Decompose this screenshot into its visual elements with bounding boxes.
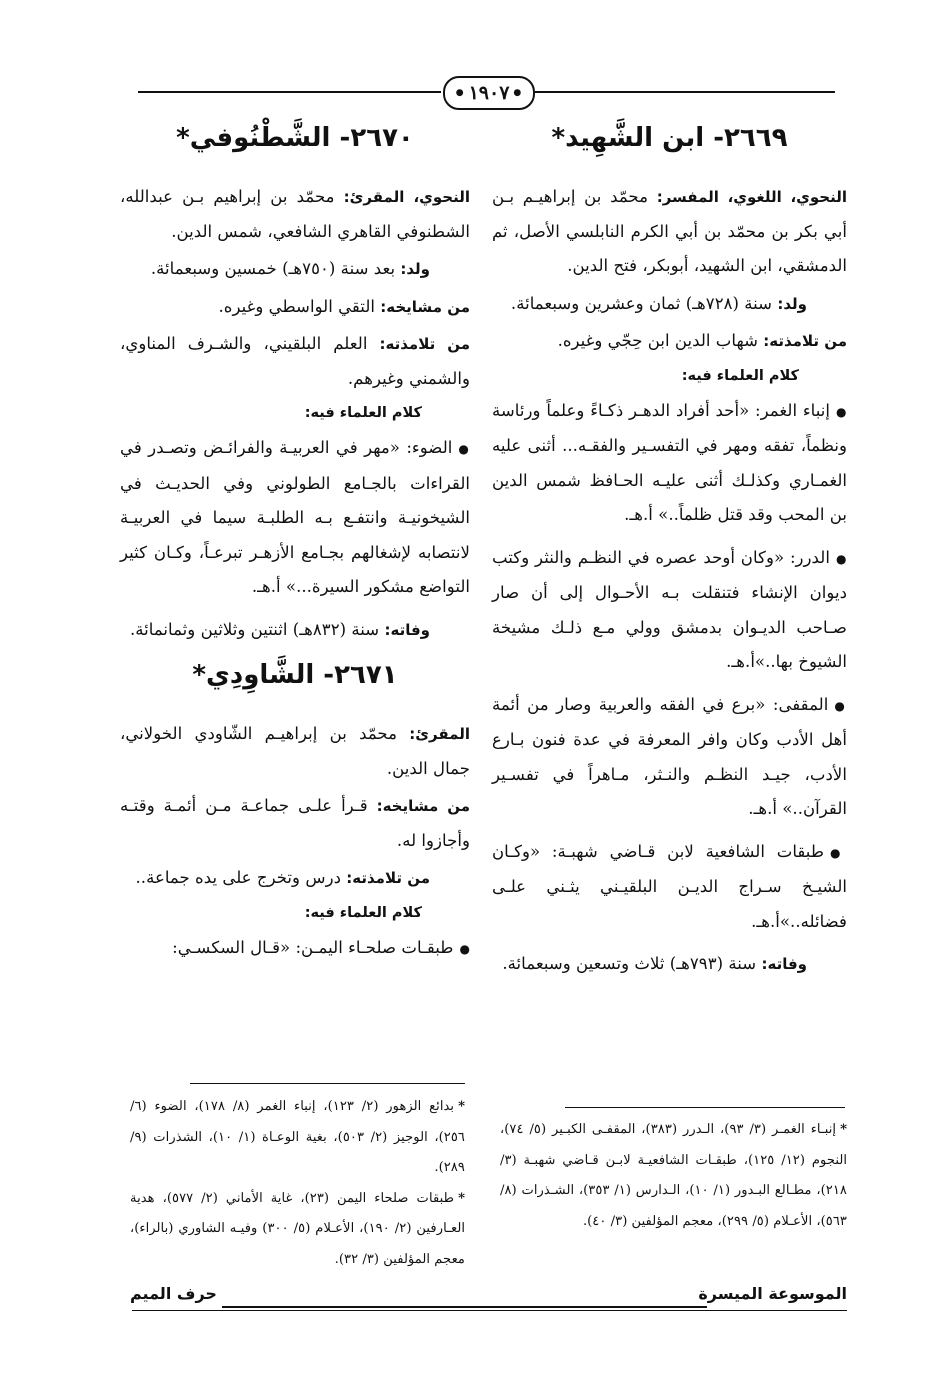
asterisk-icon: *: [458, 1099, 465, 1114]
asterisk-icon: *: [840, 1122, 847, 1137]
death-line: [120, 613, 470, 648]
label: النحوي، المقرئ:: [343, 188, 470, 206]
label: من تلامذته:: [763, 332, 847, 350]
entry-intro: [120, 180, 470, 249]
text: المقفى: «برع في الفقه والعربية وصار من أئمة أهل الأدب وكان وافر المعرفة في عدة فنون بـارع الأدب، جيـد النظـم والنـثر، مـاهراً في تفسـير القرآن..» أ.هـ.: [492, 694, 847, 818]
label: وفاته:: [761, 955, 807, 973]
footer-section: حرف الميم: [130, 1284, 217, 1303]
asterisk-icon: *: [458, 1190, 466, 1206]
entry-intro: [120, 717, 470, 786]
dot-icon: ●: [513, 88, 523, 98]
label: من تلامذته:: [379, 335, 470, 353]
text: سنة (٧٩٣هـ) ثلاث وتسعين وسبعمائة.: [502, 954, 762, 973]
footer-rule: [222, 1306, 707, 1308]
footer-book-title: الموسوعة الميسرة: [698, 1284, 847, 1303]
page-footer: [130, 1284, 847, 1314]
scholars-heading: كلام العلماء فيه:: [304, 405, 422, 421]
header-rule-left: [138, 91, 441, 93]
header-rule-right: [535, 91, 835, 93]
scholars-heading: كلام العلماء فيه:: [304, 904, 422, 921]
bullet-icon: ●: [835, 404, 847, 419]
text: الدرر: «وكان أوحد عصره في النظـم والنثر وكتب ديوان الإنشاء فتنقلت بـه الأحـوال إلى أن صار صـاحب الديـوان بدمشق وولي مـع ذلـك مشيخة الشيوخ بها..»أ.هـ.: [492, 547, 847, 671]
text: التقي الواسطي وغيره.: [218, 296, 381, 316]
quote-bullet: [492, 688, 847, 827]
teachers-line: [120, 789, 470, 858]
label: المقرئ:: [409, 725, 470, 743]
text: إنباء الغمر: «أحد أفراد الدهـر ذكـاءً وعلماً ورئاسة ونظماً، تفقه ومهر في التفسـير والفقـه... أثنى عليه الغمـاري وكذلـك أثنى عليـه الحـافظ شمس الدين بن المحب وقد قتل ظلماً..» أ.هـ.: [492, 400, 847, 524]
text: محمّد بن إبراهيـم الشّاودي الخولاني، جمال الدين.: [120, 724, 470, 778]
footnote: [130, 1092, 465, 1184]
text: محمّد بن إبراهيم بـن عبدالله، الشطنوفي القاهري الشافعي، شمس الدين.: [120, 187, 470, 241]
text: محمّد بن إبراهيـم بـن أبي بكر بن محمّد بن أبي الكرم النابلسي الأصل، ثم الدمشقي، ابن الشهيد، أبوبكر، فتح الدين.: [492, 187, 847, 275]
label: ولد:: [400, 260, 430, 278]
birth-line: [492, 287, 847, 322]
footnote: [500, 1115, 847, 1237]
text: بعد سنة (٧٥٠هـ) خمسين وسبعمائة.: [150, 259, 401, 278]
footnote-rule-right: [565, 1107, 845, 1108]
text: سنة (٨٣٢هـ) اثنتين وثلاثين وثمانمائة.: [129, 619, 385, 639]
text: درس وتخرج على يده جماعة..: [135, 868, 347, 887]
quote-bullet: [492, 394, 847, 533]
footer-underline: [132, 1310, 847, 1311]
text: طبقات صلحاء اليمن (٢٣)، غاية الأماني (٢/ ٥٧٧)، هدية العـارفين (٢/ ١٩٠)، الأعـلام (٥/ ٣٠٠) وفيـه الشاوري (بالراء)، معجم المؤلفين (٣/ ٣٢).: [130, 1190, 466, 1267]
birth-line: [120, 252, 470, 287]
footnotes-left: [130, 1092, 465, 1275]
entry-title-2671: ٢٦٧١- الشَّاوِدِي*: [192, 660, 398, 690]
bullet-icon: ●: [458, 442, 470, 456]
text: قـرأ علـى جماعـة مـن أئمـة وقتـه وأجازوا له.: [120, 796, 470, 850]
students-line: [120, 861, 470, 896]
label: النحوي، اللغوي، المفسر:: [656, 188, 847, 206]
entry-title-2670: ٢٦٧٠- الشَّطْنُوفي*: [176, 123, 414, 153]
dot-icon: ●: [455, 88, 465, 98]
label: من تلامذته:: [346, 869, 430, 887]
text: بدائع الزهور (٢/ ١٢٣)، إنباء الغمر (٨/ ١٧٨)، الضوء (٦/ ٢٥٦)، الوجيز (٢/ ٥٠٣)، بغية الوعـاة (١/ ١٠)، الشذرات (٩/ ٢٨٩).: [130, 1099, 466, 1175]
footnote-rule-left: [190, 1083, 465, 1084]
label: ولد:: [777, 294, 807, 313]
text: الضوء: «مهر في العربيـة والفرائـض وتصـدر في القراءات بالجـامع الطولوني وفي الحديـث في الشيخونيـة وانتفـع بـه الطلبـة سيما في العربيـة لانتصابه لإشغالهم بجـامع الأزهـر تبرعـاً، وكـان كثير التواضع مشكور السيرة...» أ.هـ.: [120, 438, 470, 596]
page-number: [443, 76, 535, 110]
teachers-line: [120, 290, 470, 325]
quote-bullet: [492, 541, 847, 680]
bullet-icon: ●: [835, 551, 847, 566]
left-column: [120, 118, 470, 974]
bullet-icon: ●: [459, 941, 470, 956]
page-number-text: ١٩٠٧: [468, 82, 510, 104]
scholars-heading: كلام العلماء فيه:: [681, 367, 799, 384]
entry-title-2669: ٢٦٦٩- ابن الشَّهِيد*: [551, 123, 788, 153]
text: طبقـات صلحـاء اليمـن: «قـال السكسـي:: [172, 937, 454, 957]
students-line: [120, 327, 470, 396]
quote-bullet: [492, 835, 847, 940]
quote-bullet: [120, 431, 470, 605]
students-line: [492, 324, 847, 359]
text: شهاب الدين ابن حِجّي وغيره.: [557, 331, 764, 350]
entry-intro: [492, 180, 847, 284]
text: سنة (٧٢٨هـ) ثمان وعشرين وسبعمائة.: [510, 293, 778, 313]
quote-bullet: [120, 931, 470, 967]
label: من مشايخه:: [380, 297, 470, 316]
death-line: [492, 947, 847, 982]
text: إنبـاء الغمـر (٣/ ٩٣)، الـدرر (٣٨٣)، المقفـى الكبـير (٥/ ٧٤)، النجوم (١٢/ ١٢٥)، طبقـات الشافعيـة لابـن قـاضي شهبـة (٣/ ٢١٨)، مطـالع البـدور (١/ ١٠)، الـدارس (١/ ٣٥٣)، الشـذرات (٨/ ٥٦٣)، الأعـلام (٥/ ٢٩٩)، معجم المؤلفين (٣/ ٤٠).: [500, 1122, 847, 1229]
footnotes-right: [500, 1115, 847, 1237]
bullet-icon: ●: [834, 698, 847, 713]
bullet-icon: ●: [830, 845, 847, 860]
right-column: [492, 118, 847, 985]
footnote: [130, 1184, 465, 1276]
label: وفاته:: [384, 620, 430, 639]
text: طبقات الشافعية لابن قـاضي شهبـة: «وكـان الشيـخ سـراج الديـن البلقيـني يثـني علـى فضائله..»أ.هـ.: [492, 841, 847, 931]
label: من مشايخه:: [376, 797, 470, 815]
text: العلم البلقيني، والشـرف المناوي، والشمني وغيرهم.: [120, 334, 470, 388]
